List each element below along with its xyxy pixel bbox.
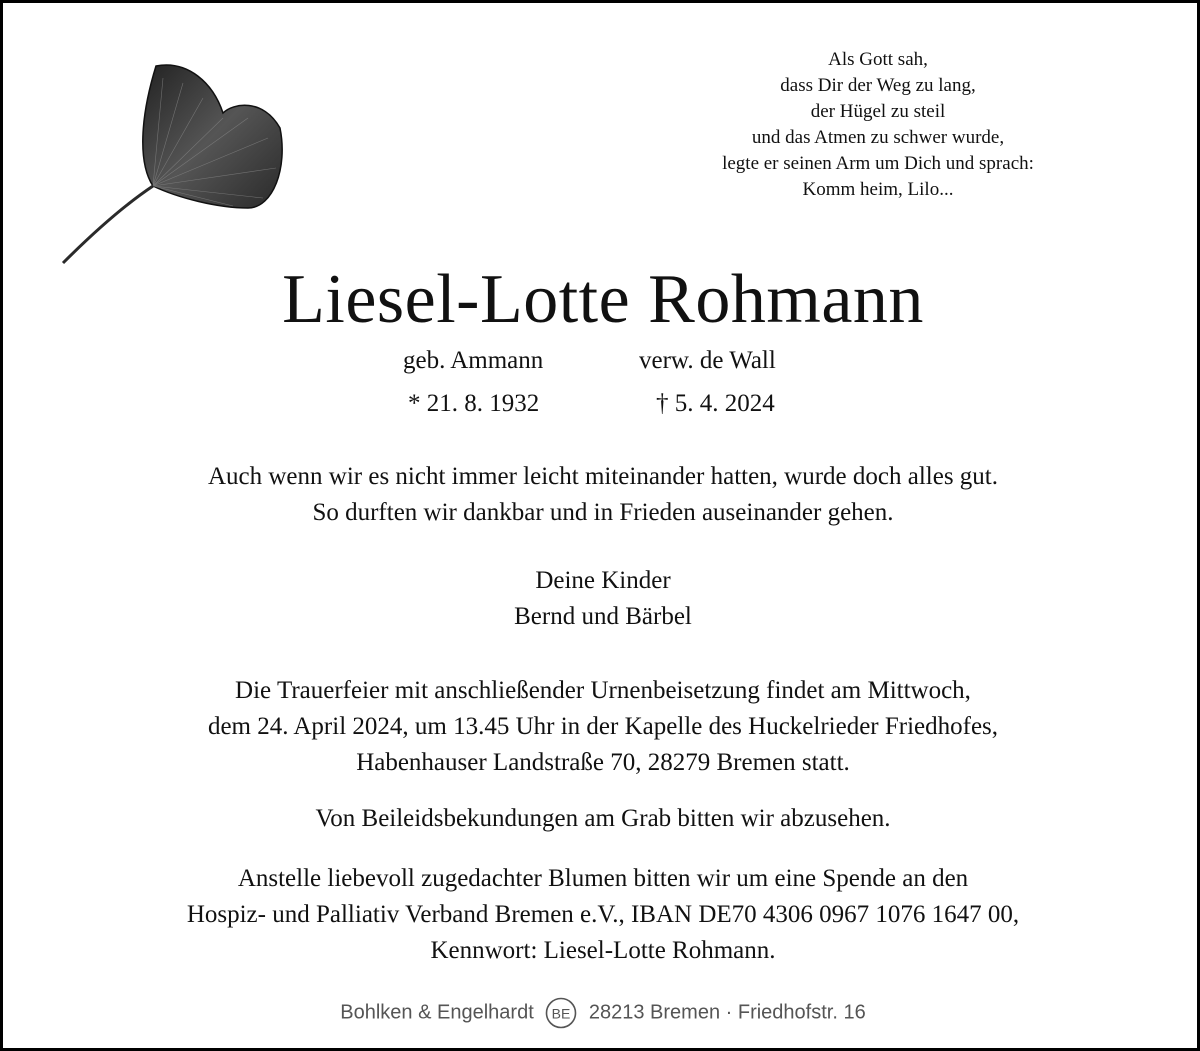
donation-line: Hospiz- und Palliativ Verband Bremen e.V., IBAN DE70 4306 0967 1076 1647 00, [186,901,1020,928]
condolence-note: Von Beileidsbekundungen am Grab bitten wir abzusehen. [315,805,891,832]
poem-line: Als Gott sah, [828,49,928,70]
deceased-name: Liesel-Lotte Rohmann [282,261,924,338]
poem-line: der Hügel zu steil [810,101,946,122]
poem-line: Komm heim, Lilo... [802,179,954,200]
widowed-name: verw. de Wall [639,347,776,374]
be-monogram-logo [545,997,577,1029]
ceremony-line: Habenhauser Landstraße 70, 28279 Bremen statt. [356,749,850,776]
poem-line: legte er seinen Arm um Dich und sprach: [722,153,1034,174]
signature-line: Bernd und Bärbel [514,603,692,630]
funeral-home-name: Bohlken & Engelhardt [340,1001,534,1024]
farewell-message [3,459,1200,531]
ceremony-line: Die Trauerfeier mit anschließender Urnenbeisetzung findet am Mittwoch, [235,677,971,704]
funeral-home-address: 28213 Bremen · Friedhofstr. 16 [588,1001,866,1024]
signature-line: Deine Kinder [535,567,671,594]
message-line: So durften wir dankbar und in Frieden auseinander gehen. [312,499,894,526]
donation-line: Anstelle liebevoll zugedachter Blumen bitten wir um eine Spende an den [237,865,969,892]
poem-line: dass Dir der Weg zu lang, [780,75,976,96]
birth-name: geb. Ammann [403,347,544,374]
birth-date: * 21. 8. 1932 [408,390,540,417]
donation-line: Kennwort: Liesel-Lotte Rohmann. [430,937,776,964]
signature-block [3,563,1200,635]
poem-block [643,47,1113,203]
funeral-home-footer [3,997,1200,1029]
svg-text:BE: BE [551,1005,571,1022]
death-date: † 5. 4. 2024 [656,390,775,417]
ginkgo-leaf-icon [58,58,288,268]
poem-line: und das Atmen zu schwer wurde, [751,127,1005,148]
ceremony-info [3,673,1200,781]
ceremony-line: dem 24. April 2024, um 13.45 Uhr in der Kapelle des Huckelrieder Friedhofes, [207,713,999,740]
message-line: Auch wenn wir es nicht immer leicht miteinander hatten, wurde doch alles gut. [207,463,999,490]
donation-info [3,861,1200,969]
